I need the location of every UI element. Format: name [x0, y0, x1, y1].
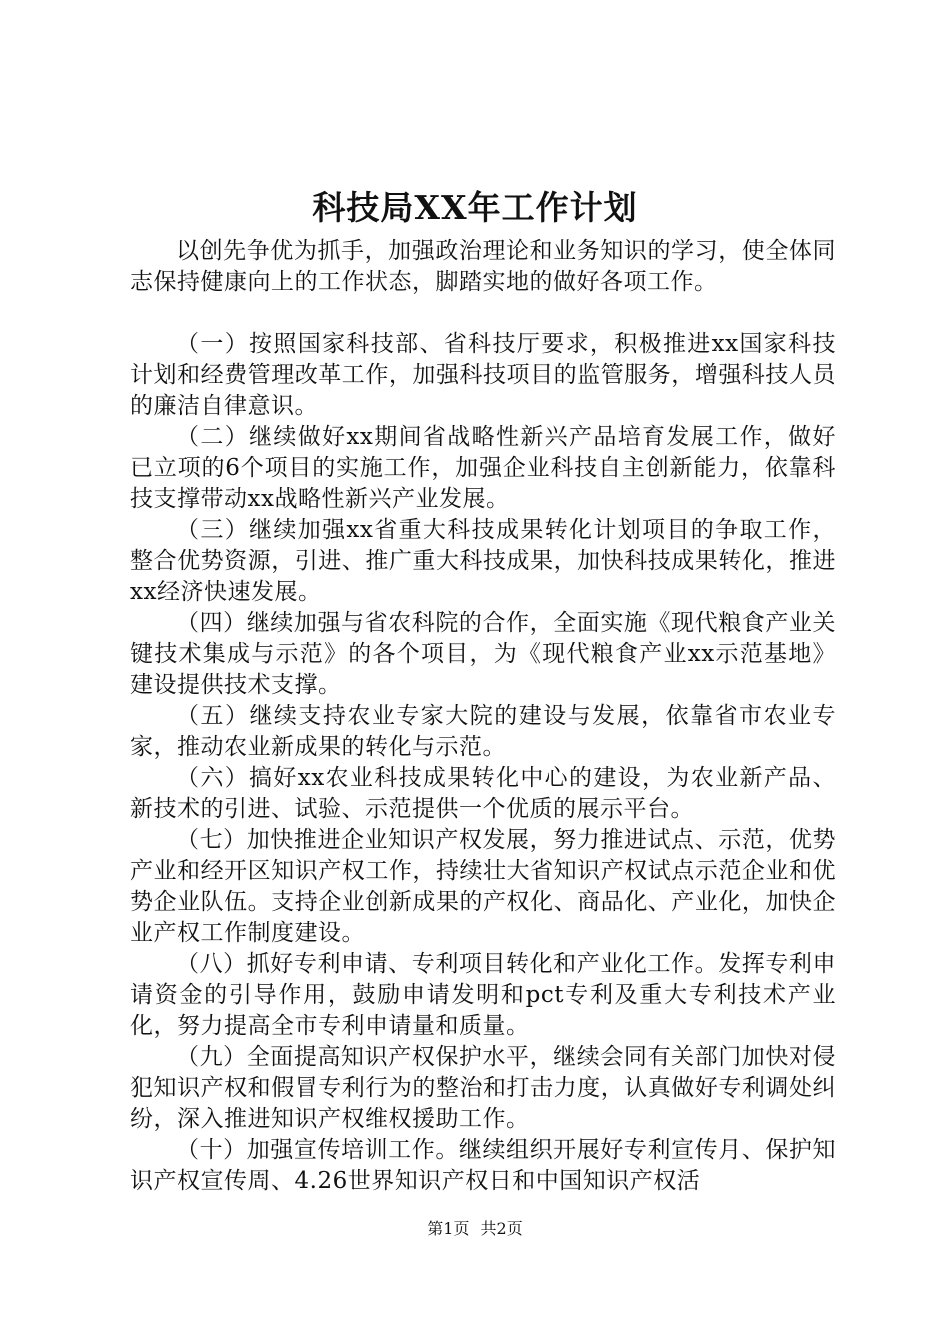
page-footer: [0, 1218, 950, 1240]
item-paragraph-10: （十）加强宣传培训工作。继续组织开展好专利宣传月、保护知识产权宣传周、4.26世界知识产权日和中国知识产权活: [130, 1137, 836, 1194]
intro-paragraph: 以创先争优为抓手，加强政治理论和业务知识的学习，使全体同志保持健康向上的工作状态，脚踏实地的做好各项工作。: [130, 238, 836, 295]
item-paragraph-9: （九）全面提高知识产权保护水平，继续会同有关部门加快对侵犯知识产权和假冒专利行为的整治和打击力度，认真做好专利调处纠纷，深入推进知识产权维权援助工作。: [130, 1044, 836, 1132]
page-title: 科技局XX年工作计划: [312, 188, 638, 227]
item-paragraph-2: （二）继续做好xx期间省战略性新兴产品培育发展工作，做好已立项的6个项目的实施工作，加强企业科技自主创新能力，依靠科技支撑带动xx战略性新兴产业发展。: [130, 424, 836, 512]
page-total: 共2页: [480, 1219, 523, 1238]
item-paragraph-1: （一）按照国家科技部、省科技厅要求，积极推进xx国家科技计划和经费管理改革工作，加强科技项目的监管服务，增强科技人员的廉洁自律意识。: [130, 331, 836, 419]
paragraph-gap: [130, 298, 836, 329]
item-paragraph-6: （六）搞好xx农业科技成果转化中心的建设，为农业新产品、新技术的引进、试验、示范提供一个优质的展示平台。: [130, 765, 836, 822]
item-paragraph-5: （五）继续支持农业专家大院的建设与发展，依靠省市农业专家，推动农业新成果的转化与示范。: [130, 703, 836, 760]
page-number: 第1页: [427, 1219, 470, 1238]
item-paragraph-3: （三）继续加强xx省重大科技成果转化计划项目的争取工作，整合优势资源，引进、推广重大科技成果，加快科技成果转化，推进xx经济快速发展。: [130, 517, 836, 605]
item-paragraph-8: （八）抓好专利申请、专利项目转化和产业化工作。发挥专利申请资金的引导作用，鼓励申请发明和pct专利及重大专利技术产业化，努力提高全市专利申请量和质量。: [130, 951, 836, 1039]
document-body: [130, 236, 836, 1197]
item-paragraph-7: （七）加快推进企业知识产权发展，努力推进试点、示范，优势产业和经开区知识产权工作，持续壮大省知识产权试点示范企业和优势企业队伍。支持企业创新成果的产权化、商品化、产业化，加快企业产权工作制度建设。: [130, 827, 836, 946]
item-paragraph-4: （四）继续加强与省农科院的合作，全面实施《现代粮食产业关键技术集成与示范》的各个项目，为《现代粮食产业xx示范基地》建设提供技术支撑。: [130, 610, 836, 698]
